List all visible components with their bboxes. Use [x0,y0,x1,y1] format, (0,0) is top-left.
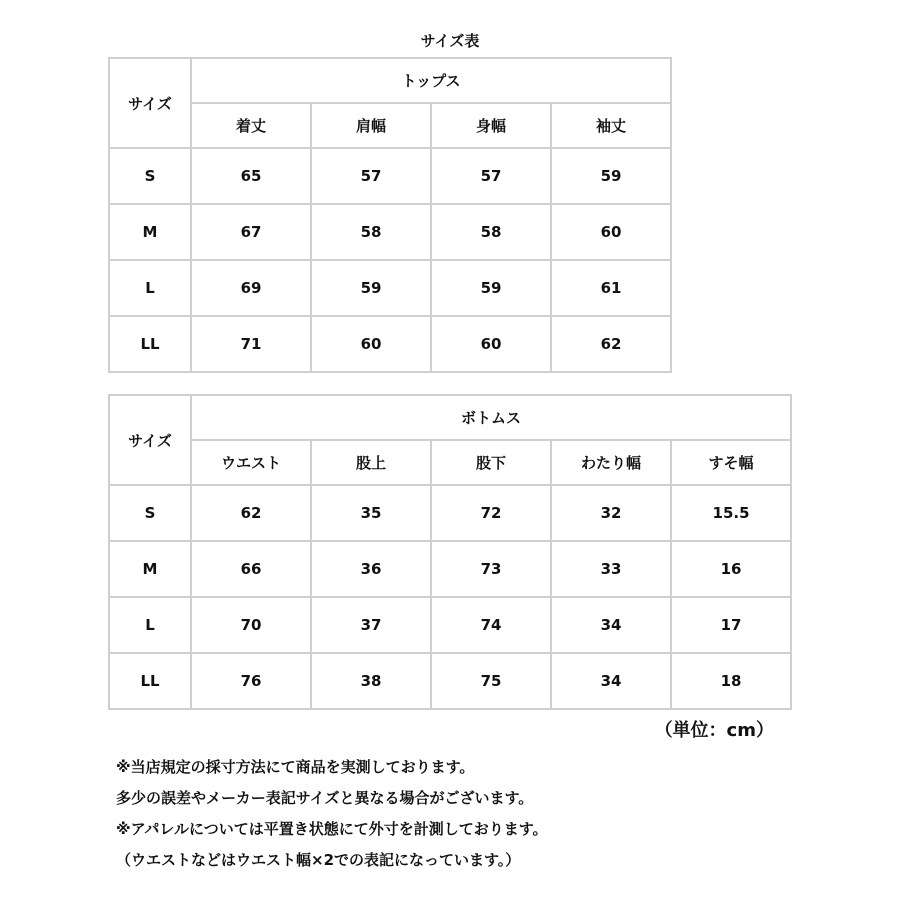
bottoms-size-table [108,394,792,710]
table-row [109,316,671,372]
table-cell: 57 [431,148,551,204]
size-cell: M [109,204,191,260]
table-cell: 57 [311,148,431,204]
page-title: サイズ表 [420,32,480,50]
column-header: 股上 [311,440,431,485]
table-cell: 36 [311,541,431,597]
column-header: 着丈 [191,103,311,148]
table-cell: 66 [191,541,311,597]
table-row [109,260,671,316]
table-row [109,485,791,541]
size-cell: M [109,541,191,597]
measurement-notes [116,752,548,876]
size-cell: L [109,597,191,653]
table-cell: 38 [311,653,431,709]
tops-group-header: トップス [191,58,671,103]
table-row [109,148,671,204]
bottoms-size-header: サイズ [109,395,191,485]
tops-size-table [108,57,672,373]
table-cell: 35 [311,485,431,541]
table-cell: 72 [431,485,551,541]
table-row [109,597,791,653]
column-header: わたり幅 [551,440,671,485]
table-cell: 33 [551,541,671,597]
note-line: ※当店規定の採寸方法にて商品を実測しております。 [116,758,475,776]
table-cell: 59 [431,260,551,316]
table-cell: 62 [551,316,671,372]
size-cell: L [109,260,191,316]
table-cell: 34 [551,653,671,709]
table-cell: 75 [431,653,551,709]
size-cell: S [109,148,191,204]
note-line: （ウエストなどはウエスト幅×2での表記になっています。） [116,851,521,869]
table-cell: 16 [671,541,791,597]
unit-label: （単位：cm） [654,720,774,741]
table-row [109,541,791,597]
note-line: 多少の誤差やメーカー表記サイズと異なる場合がございます。 [116,789,534,807]
table-cell: 60 [551,204,671,260]
table-cell: 62 [191,485,311,541]
column-header: 股下 [431,440,551,485]
table-row [109,653,791,709]
table-cell: 37 [311,597,431,653]
table-cell: 71 [191,316,311,372]
bottoms-group-header: ボトムス [191,395,791,440]
column-header: 身幅 [431,103,551,148]
table-cell: 17 [671,597,791,653]
table-cell: 60 [311,316,431,372]
table-cell: 61 [551,260,671,316]
table-cell: 32 [551,485,671,541]
table-cell: 74 [431,597,551,653]
size-cell: LL [109,653,191,709]
column-header: 袖丈 [551,103,671,148]
table-cell: 34 [551,597,671,653]
table-cell: 59 [551,148,671,204]
column-header: すそ幅 [671,440,791,485]
table-cell: 60 [431,316,551,372]
column-header: 肩幅 [311,103,431,148]
table-cell: 69 [191,260,311,316]
table-row [109,204,671,260]
size-cell: LL [109,316,191,372]
size-cell: S [109,485,191,541]
table-cell: 65 [191,148,311,204]
note-line: ※アパレルについては平置き状態にて外寸を計測しております。 [116,820,548,838]
table-cell: 59 [311,260,431,316]
table-cell: 58 [431,204,551,260]
table-cell: 58 [311,204,431,260]
table-cell: 70 [191,597,311,653]
table-cell: 18 [671,653,791,709]
table-cell: 67 [191,204,311,260]
table-cell: 73 [431,541,551,597]
tops-size-header: サイズ [109,58,191,148]
column-header: ウエスト [191,440,311,485]
table-cell: 76 [191,653,311,709]
table-cell: 15.5 [671,485,791,541]
